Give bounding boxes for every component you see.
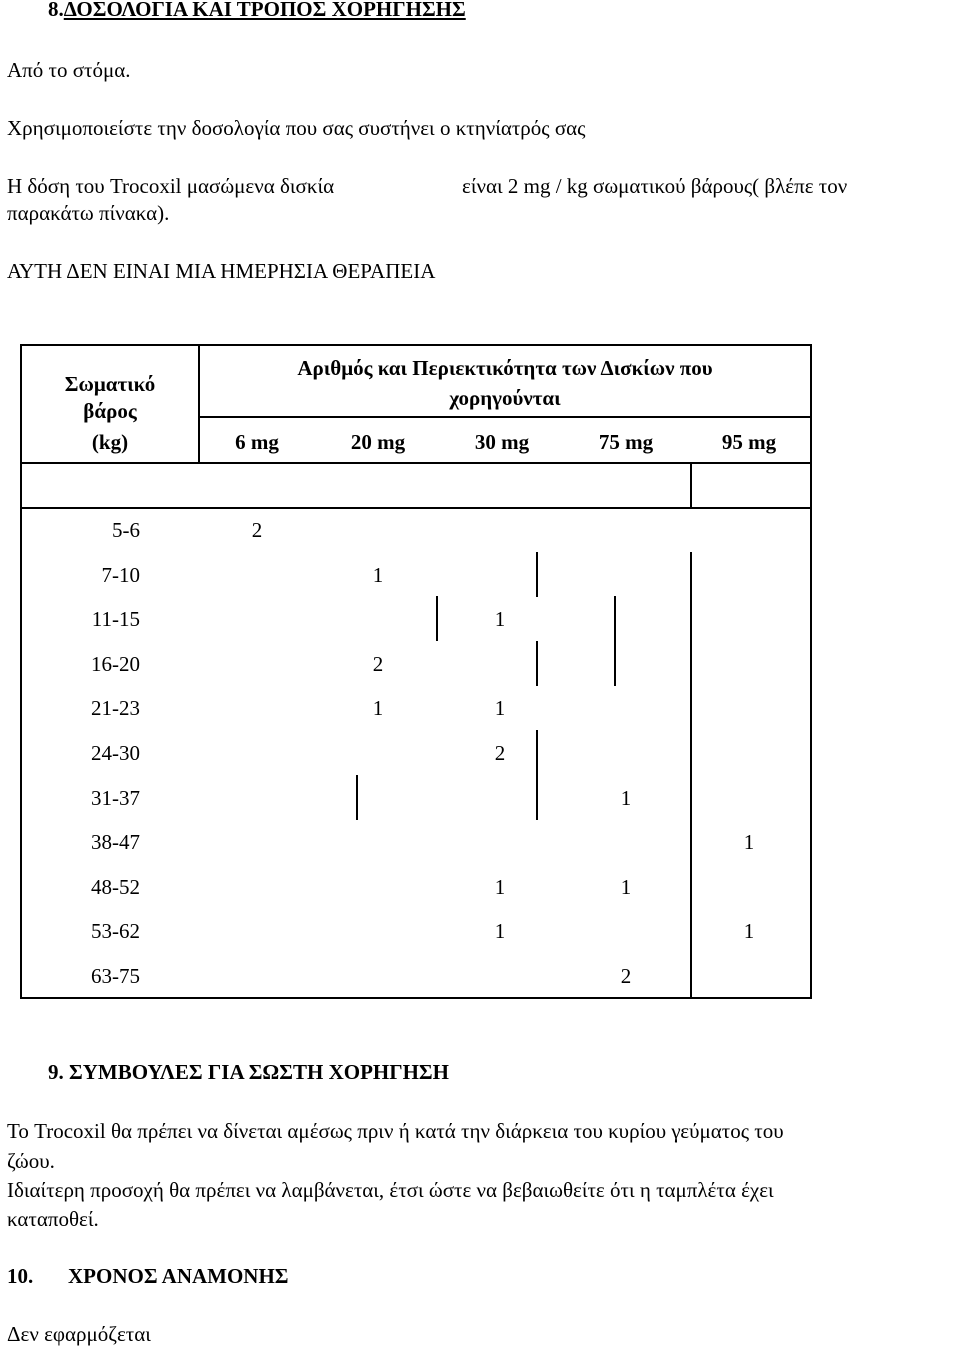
row-weight: 5-6: [112, 518, 140, 542]
section-9-p1-line1: Το Trocoxil θα πρέπει να δίνεται αμέσως πριν ή κατά την διάρκεια του κυρίου γεύματος του: [7, 1119, 784, 1143]
row-weight: 21-23: [91, 696, 140, 720]
section-10-title: ΧΡΟΝΟΣ ΑΝΑΜΟΝΗΣ: [68, 1264, 289, 1288]
column-header: 30 mg: [474, 430, 530, 454]
tablet-count: 2: [494, 741, 506, 765]
row-weight: 31-37: [91, 786, 140, 810]
section-8-number: 8.: [48, 0, 64, 21]
row-weight: 53-62: [91, 919, 140, 943]
row-weight: 7-10: [101, 563, 140, 587]
not-daily-warning: ΑΥΤΗ ΔΕΝ ΕΙΝΑΙ ΜΙΑ ΗΜΕΡΗΣΙΑ ΘΕΡΑΠΕΙΑ: [7, 259, 436, 283]
section-9-p2-line2: καταποθεί.: [7, 1207, 99, 1231]
section-9-p1-line2: ζώου.: [7, 1149, 55, 1173]
administration-route: Από το στόμα.: [7, 58, 131, 82]
column-header: 75 mg: [598, 430, 654, 454]
weight-header-line3: (kg): [91, 430, 129, 454]
column-header: 95 mg: [721, 430, 777, 454]
section-9-heading: 9. ΣΥΜΒΟΥΛΕΣ ΓΙΑ ΣΩΣΤΗ ΧΟΡΗΓΗΣΗ: [48, 1060, 449, 1084]
tablet-count: 1: [620, 786, 632, 810]
vet-advice: Χρησιμοποιείστε την δοσολογία που σας συστήνει ο κτηνίατρός σας: [7, 116, 586, 140]
tablet-count: 2: [372, 652, 384, 676]
weight-header-line2: βάρος: [83, 399, 137, 423]
dose-text-part3: παρακάτω πίνακα).: [7, 201, 170, 225]
tablet-count: 1: [372, 696, 384, 720]
tablet-count: 1: [372, 563, 384, 587]
section-8-title: ΔΟΣΟΛΟΓΙΑ ΚΑΙ ΤΡΟΠΟΣ ΧΟΡΗΓΗΣΗΣ: [63, 0, 466, 21]
tablet-count: 1: [743, 830, 755, 854]
tablet-count: 2: [620, 964, 632, 988]
tablet-count: 1: [494, 875, 506, 899]
dose-text-part1: Η δόση του Trocoxil μασώμενα δισκία: [7, 174, 335, 198]
dose-text-part2: είναι 2 mg / kg σωματικού βάρους( βλέπε τον: [462, 174, 848, 198]
section-8-heading: [48, 0, 466, 22]
column-header: 20 mg: [350, 430, 406, 454]
section-10-text: Δεν εφαρμόζεται: [7, 1322, 151, 1346]
section-9-p2-line1: Ιδιαίτερη προσοχή θα πρέπει να λαμβάνεται, έτσι ώστε να βεβαιωθείτε ότι η ταμπλέτα έχει: [7, 1178, 774, 1202]
row-weight: 16-20: [91, 652, 140, 676]
row-weight: 48-52: [91, 875, 140, 899]
weight-header-line1: Σωματικό: [64, 372, 156, 396]
tablets-header-line1: Αριθμός και Περιεκτικότητα των Δισκίων που: [297, 356, 713, 380]
row-weight: 63-75: [91, 964, 140, 988]
tablet-count: 1: [620, 875, 632, 899]
tablet-count: 2: [251, 518, 263, 542]
tablet-count: 1: [494, 696, 506, 720]
row-weight: 11-15: [91, 607, 140, 631]
column-header: 6 mg: [235, 430, 279, 454]
section-10-number: 10.: [7, 1264, 34, 1288]
row-weight: 38-47: [91, 830, 140, 854]
tablet-count: 1: [494, 607, 506, 631]
tablet-count: 1: [743, 919, 755, 943]
tablets-header-line2: χορηγούνται: [449, 386, 561, 410]
row-weight: 24-30: [91, 741, 140, 765]
tablet-count: 1: [494, 919, 506, 943]
